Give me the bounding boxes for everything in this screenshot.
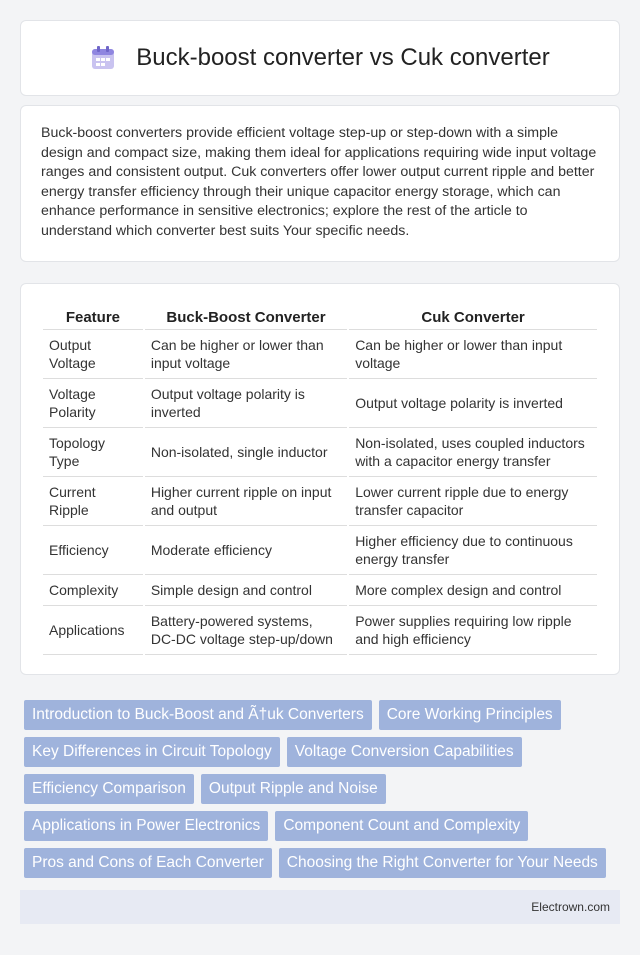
table-cell: Lower current ripple due to energy transfer capacitor bbox=[349, 477, 597, 526]
table-cell: More complex design and control bbox=[349, 575, 597, 606]
table-cell: Non-isolated, single inductor bbox=[145, 428, 347, 477]
table-cell: Applications bbox=[43, 606, 143, 655]
table-row bbox=[43, 330, 597, 379]
tag-row bbox=[24, 774, 624, 804]
tag-row bbox=[24, 700, 624, 730]
table-row bbox=[43, 477, 597, 526]
tag-link[interactable]: Pros and Cons of Each Converter bbox=[24, 848, 272, 878]
table-cell: Current Ripple bbox=[43, 477, 143, 526]
table-cell: Higher efficiency due to continuous energy transfer bbox=[349, 526, 597, 575]
tag-link[interactable]: Applications in Power Electronics bbox=[24, 811, 268, 841]
table-header-row bbox=[43, 304, 597, 330]
table-row bbox=[43, 428, 597, 477]
intro-card bbox=[20, 105, 620, 262]
table-cell: Higher current ripple on input and output bbox=[145, 477, 347, 526]
tag-link[interactable]: Output Ripple and Noise bbox=[201, 774, 386, 804]
header-cuk: Cuk Converter bbox=[349, 304, 597, 330]
table-cell: Efficiency bbox=[43, 526, 143, 575]
table-row bbox=[43, 379, 597, 428]
tag-link[interactable]: Component Count and Complexity bbox=[275, 811, 528, 841]
table-cell: Output Voltage bbox=[43, 330, 143, 379]
table-row bbox=[43, 606, 597, 655]
header-feature: Feature bbox=[43, 304, 143, 330]
table-cell: Moderate efficiency bbox=[145, 526, 347, 575]
table-row bbox=[43, 526, 597, 575]
table-cell: Complexity bbox=[43, 575, 143, 606]
tag-row bbox=[24, 737, 624, 767]
header-buck-boost: Buck-Boost Converter bbox=[145, 304, 347, 330]
calendar-icon bbox=[90, 45, 116, 71]
page-title: Buck-boost converter vs Cuk converter bbox=[136, 44, 550, 71]
title-card bbox=[20, 20, 620, 96]
table-cell: Battery-powered systems, DC-DC voltage step-up/down bbox=[145, 606, 347, 655]
tag-link[interactable]: Choosing the Right Converter for Your Needs bbox=[279, 848, 606, 878]
footer bbox=[20, 890, 620, 924]
tag-link[interactable]: Efficiency Comparison bbox=[24, 774, 194, 804]
tag-link[interactable]: Voltage Conversion Capabilities bbox=[287, 737, 522, 767]
table-cell: Output voltage polarity is inverted bbox=[349, 379, 597, 428]
topic-tags bbox=[24, 700, 624, 885]
table-cell: Power supplies requiring low ripple and high efficiency bbox=[349, 606, 597, 655]
tag-row bbox=[24, 811, 624, 841]
table-cell: Topology Type bbox=[43, 428, 143, 477]
table-row bbox=[43, 575, 597, 606]
table-cell: Non-isolated, uses coupled inductors with a capacitor energy transfer bbox=[349, 428, 597, 477]
table-cell: Can be higher or lower than input voltage bbox=[145, 330, 347, 379]
tag-link[interactable]: Key Differences in Circuit Topology bbox=[24, 737, 280, 767]
intro-text: Buck-boost converters provide efficient voltage step-up or step-down with a simple design and compact size, making them ideal for applications requiring wide input voltage ranges and consistent output. Cuk converters offer lower output current ripple and better energy transfer efficiency through their unique capacitor energy storage, which can enhance performance in sensitive electronics; explore the rest of the article to understand which converter best suits Your specific needs. bbox=[41, 125, 597, 239]
table-cell: Voltage Polarity bbox=[43, 379, 143, 428]
table-cell: Output voltage polarity is inverted bbox=[145, 379, 347, 428]
table-cell: Simple design and control bbox=[145, 575, 347, 606]
tag-link[interactable]: Core Working Principles bbox=[379, 700, 561, 730]
comparison-table bbox=[41, 304, 599, 655]
tag-link[interactable]: Introduction to Buck-Boost and Ã†uk Converters bbox=[24, 700, 372, 730]
footer-site-link[interactable]: Electrown.com bbox=[531, 900, 610, 914]
table-cell: Can be higher or lower than input voltage bbox=[349, 330, 597, 379]
tag-row bbox=[24, 848, 624, 878]
table-card bbox=[20, 283, 620, 675]
